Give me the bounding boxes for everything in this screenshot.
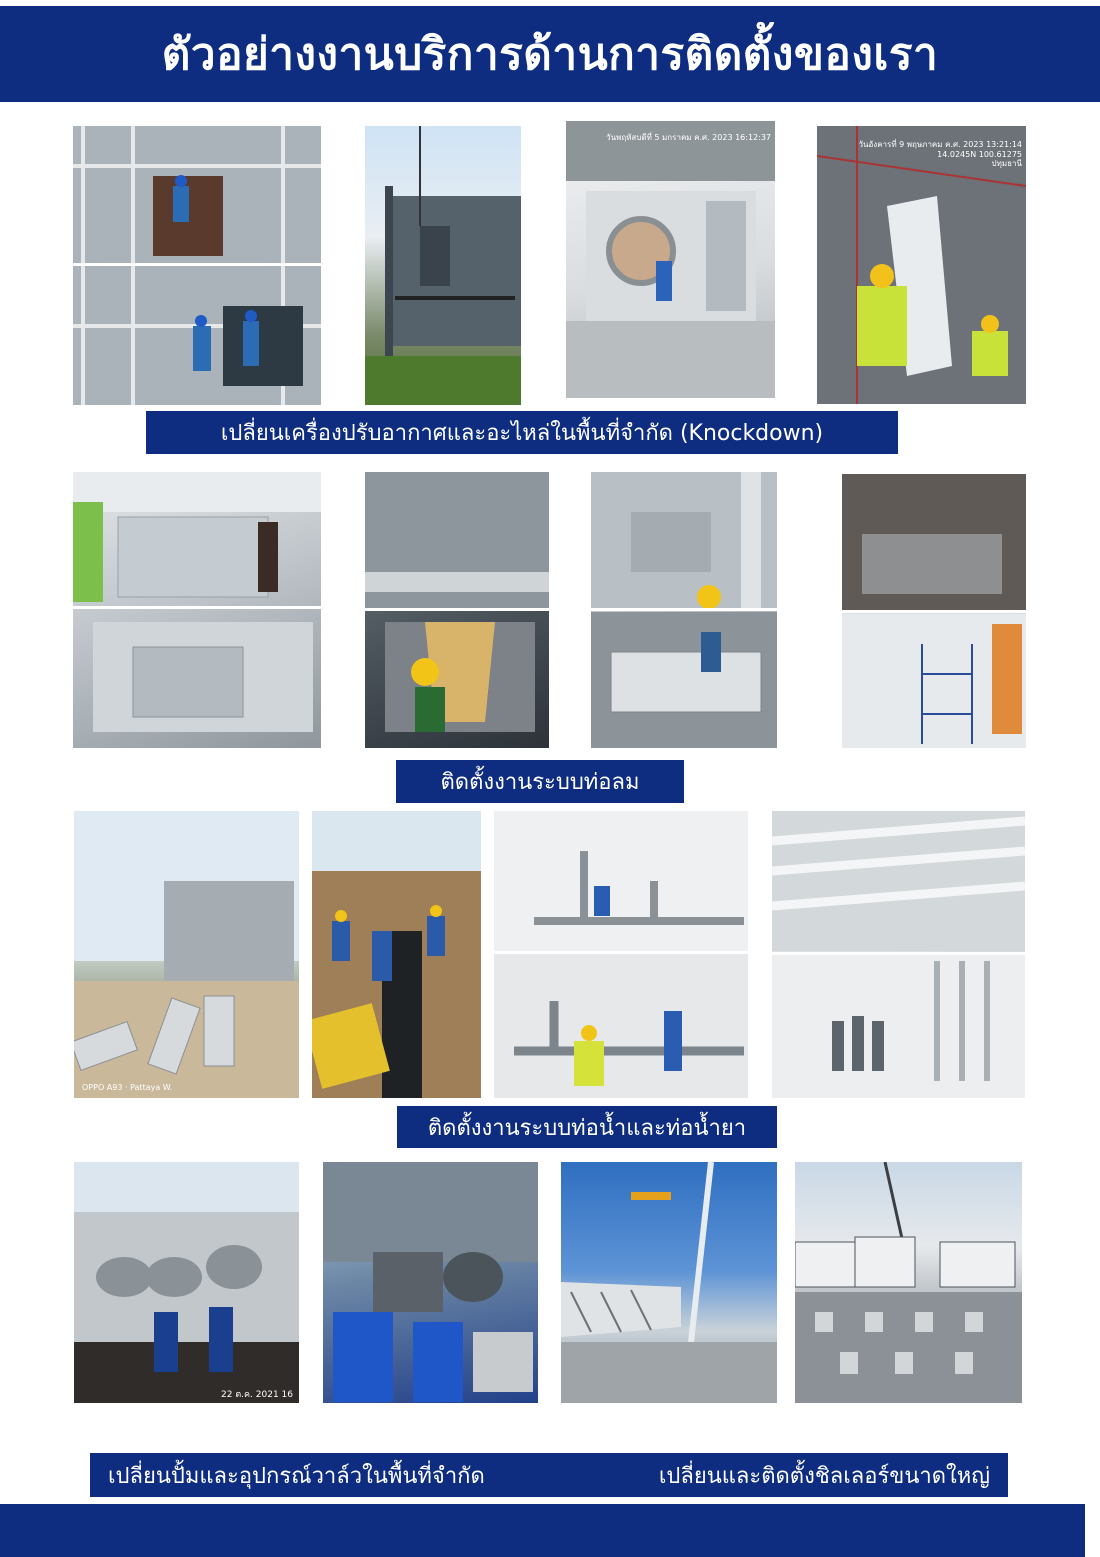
photo-timestamp: 22 ต.ค. 2021 16 [221, 1390, 293, 1400]
photo-camera-stamp: OPPO A93 · Pattaya W. [82, 1083, 173, 1092]
photo-duct-insulation-install [365, 472, 549, 748]
photo-knockdown-scaffold-install [73, 126, 321, 405]
photo-chiller-crane-lift [561, 1162, 777, 1403]
section-caption-water-pipe: ติดตั้งงานระบบท่อน้ำและท่อน้ำยา [397, 1106, 777, 1148]
caption-chiller: เปลี่ยนและติดตั้งชิลเลอร์ขนาดใหญ่ [658, 1463, 990, 1489]
photo-timestamp: วันพฤหัสบดีที่ 5 มกราคม ค.ศ. 2023 16:12:37 [606, 133, 771, 142]
timestamp-gps: 14.0245N 100.61275 [937, 149, 1022, 159]
photo-trench-pipe-laying [312, 811, 481, 1098]
photo-pump-room-piping [494, 811, 748, 1098]
timestamp-date: วันอังคารที่ 9 พฤษภาคม ค.ศ. 2023 13:21:14 [858, 140, 1022, 149]
photo-fan-unit-replacement [566, 121, 775, 398]
photo-chillers-on-roof [795, 1162, 1022, 1403]
photo-timestamp [842, 140, 1022, 169]
timestamp-location: ปทุมธานี [991, 159, 1022, 169]
photo-panel-install-workers [817, 126, 1026, 404]
photo-overhead-pipe-rack [772, 811, 1025, 1098]
photo-rooftop-unit-crane [365, 126, 521, 405]
section-caption-pump-chiller [90, 1453, 1008, 1497]
caption-pump-valve: เปลี่ยนปั้มและอุปกรณ์วาล์วในพื้นที่จำกัด [108, 1463, 485, 1489]
page-title: ตัวอย่างงานบริการด้านการติดตั้งของเรา [0, 6, 1100, 102]
photo-duct-site-scaffold [842, 474, 1026, 748]
photo-duct-ceiling-install [591, 472, 777, 748]
photo-pump-lifting [74, 1162, 299, 1403]
section-caption-knockdown: เปลี่ยนเครื่องปรับอากาศและอะไหล่ในพื้นที่จำกัด (Knockdown) [146, 411, 898, 454]
footer-bar [0, 1504, 1085, 1557]
photo-pipe-yard [74, 811, 299, 1098]
photo-duct-fabrication [73, 472, 321, 748]
photo-pump-valve-room [323, 1162, 538, 1403]
section-caption-air-duct: ติดตั้งงานระบบท่อลม [396, 760, 684, 803]
